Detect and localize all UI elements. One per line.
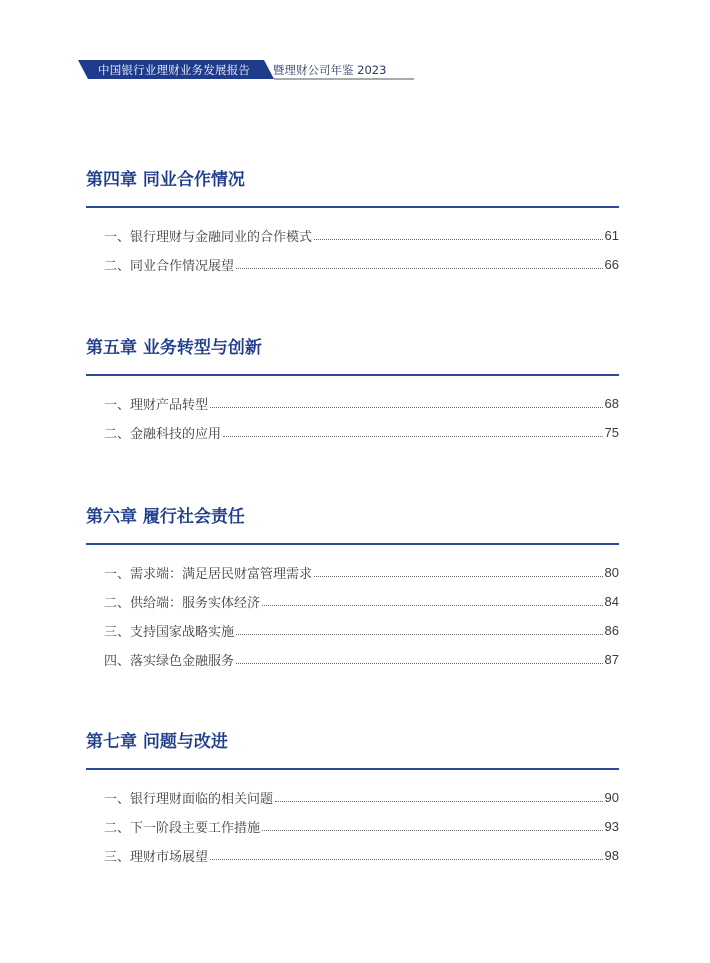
chapter-title: 第五章 业务转型与创新 [86, 338, 262, 358]
toc-entry-label: 三、支持国家战略实施 [104, 625, 235, 640]
dot-leader [210, 407, 603, 408]
toc-page-number: 80 [604, 565, 619, 580]
chapter-divider [86, 206, 619, 208]
chapter-divider [86, 768, 619, 770]
toc-entry[interactable] [86, 812, 619, 841]
toc-list [86, 558, 619, 674]
header-report-title: 中国银行业理财业务发展报告 [98, 63, 251, 77]
toc-entry-label: 一、需求端：满足居民财富管理需求 [104, 567, 313, 582]
toc-page-number: 87 [604, 652, 619, 667]
toc-entry[interactable] [86, 250, 619, 279]
toc-entry-label: 二、供给端：服务实体经济 [104, 596, 261, 611]
toc-entry-label: 一、银行理财与金融同业的合作模式 [104, 230, 313, 245]
toc-entry-label: 二、下一阶段主要工作措施 [104, 821, 261, 836]
toc-entry[interactable] [86, 783, 619, 812]
dot-leader [236, 663, 603, 664]
chapter-section [86, 730, 619, 870]
toc-entry-label: 三、理财市场展望 [104, 850, 209, 865]
toc-page-number: 68 [604, 396, 619, 411]
dot-leader [262, 830, 603, 831]
chapter-divider [86, 374, 619, 376]
dot-leader [275, 801, 603, 802]
toc-page-number: 93 [604, 819, 619, 834]
chapter-divider [86, 543, 619, 545]
chapter-section [86, 336, 619, 447]
dot-leader [236, 634, 603, 635]
dot-leader [262, 605, 603, 606]
toc-page-number: 75 [604, 425, 619, 440]
dot-leader [314, 239, 603, 240]
toc-list [86, 389, 619, 447]
dot-leader [236, 268, 603, 269]
toc-entry[interactable] [86, 418, 619, 447]
toc-page-number: 61 [604, 228, 619, 243]
toc-entry-label: 二、同业合作情况展望 [104, 259, 235, 274]
toc-page-number: 84 [604, 594, 619, 609]
chapter-section [86, 168, 619, 279]
toc-entry[interactable] [86, 841, 619, 870]
toc-entry[interactable] [86, 389, 619, 418]
header-subtitle: 暨理财公司年鉴 2023 [273, 63, 387, 77]
chapter-title: 第七章 问题与改进 [86, 732, 228, 752]
chapter-section [86, 505, 619, 674]
toc-entry-label: 四、落实绿色金融服务 [104, 654, 235, 669]
chapter-title: 第六章 履行社会责任 [86, 507, 245, 527]
toc-page-number: 66 [604, 257, 619, 272]
running-header [78, 60, 418, 80]
toc-list [86, 783, 619, 870]
toc-entry[interactable] [86, 587, 619, 616]
toc-list [86, 221, 619, 279]
toc-page-number: 98 [604, 848, 619, 863]
toc-page-number: 86 [604, 623, 619, 638]
dot-leader [223, 436, 603, 437]
dot-leader [210, 859, 603, 860]
toc-entry-label: 一、银行理财面临的相关问题 [104, 792, 274, 807]
chapter-title: 第四章 同业合作情况 [86, 170, 245, 190]
toc-entry[interactable] [86, 558, 619, 587]
toc-entry[interactable] [86, 221, 619, 250]
toc-entry-label: 二、金融科技的应用 [104, 427, 222, 442]
toc-entry[interactable] [86, 645, 619, 674]
toc-entry[interactable] [86, 616, 619, 645]
dot-leader [314, 576, 603, 577]
toc-page-number: 90 [604, 790, 619, 805]
toc-entry-label: 一、理财产品转型 [104, 398, 209, 413]
